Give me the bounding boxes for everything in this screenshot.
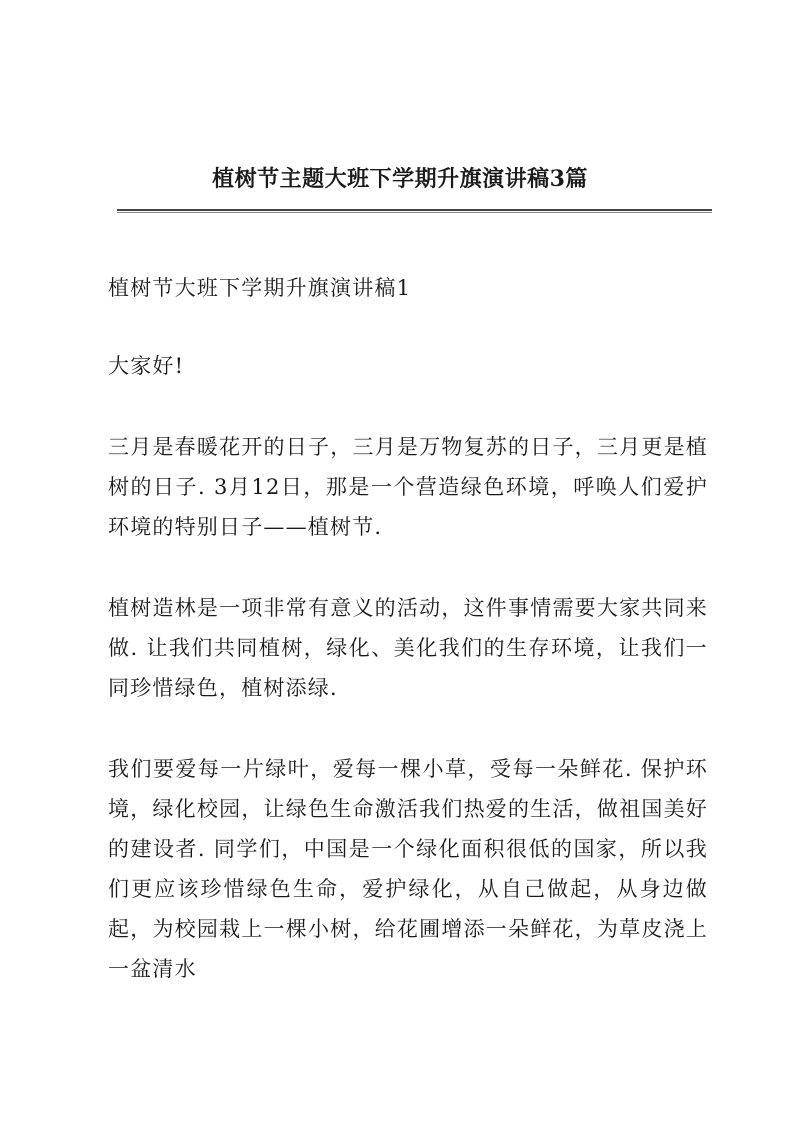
- body-paragraph-2: 植树造林是一项非常有意义的活动，这件事情需要大家共同来做. 让我们共同植树，绿化、美化我们的生存环境，让我们一同珍惜绿色，植树添绿.: [108, 596, 708, 700]
- title-divider: [117, 209, 712, 213]
- document-title: 植树节主题大班下学期升旗演讲稿3篇: [212, 166, 588, 192]
- body-paragraph-3: 我们要爱每一片绿叶，爱每一棵小草，受每一朵鲜花. 保护环境，绿化校园，让绿色生命激活我们热爱的生活，做祖国美好的建设者. 同学们，中国是一个绿化面积很低的国家，所以我们更应该珍惜绿色生命，爱护绿化，从自己做起，从身边做起，为校园栽上一棵小树，给花圃增添一朵鲜花，为草皮浇上一盆清水: [108, 757, 708, 981]
- section-heading: 植树节大班下学期升旗演讲稿1: [108, 276, 412, 300]
- greeting-paragraph: 大家好!: [108, 354, 185, 378]
- document-body: [108, 268, 708, 1030]
- body-paragraph-1: 三月是春暖花开的日子，三月是万物复苏的日子，三月更是植树的日子. 3月12日，那是一个营造绿色环境，呼唤人们爱护环境的特别日子——植树节.: [108, 435, 708, 539]
